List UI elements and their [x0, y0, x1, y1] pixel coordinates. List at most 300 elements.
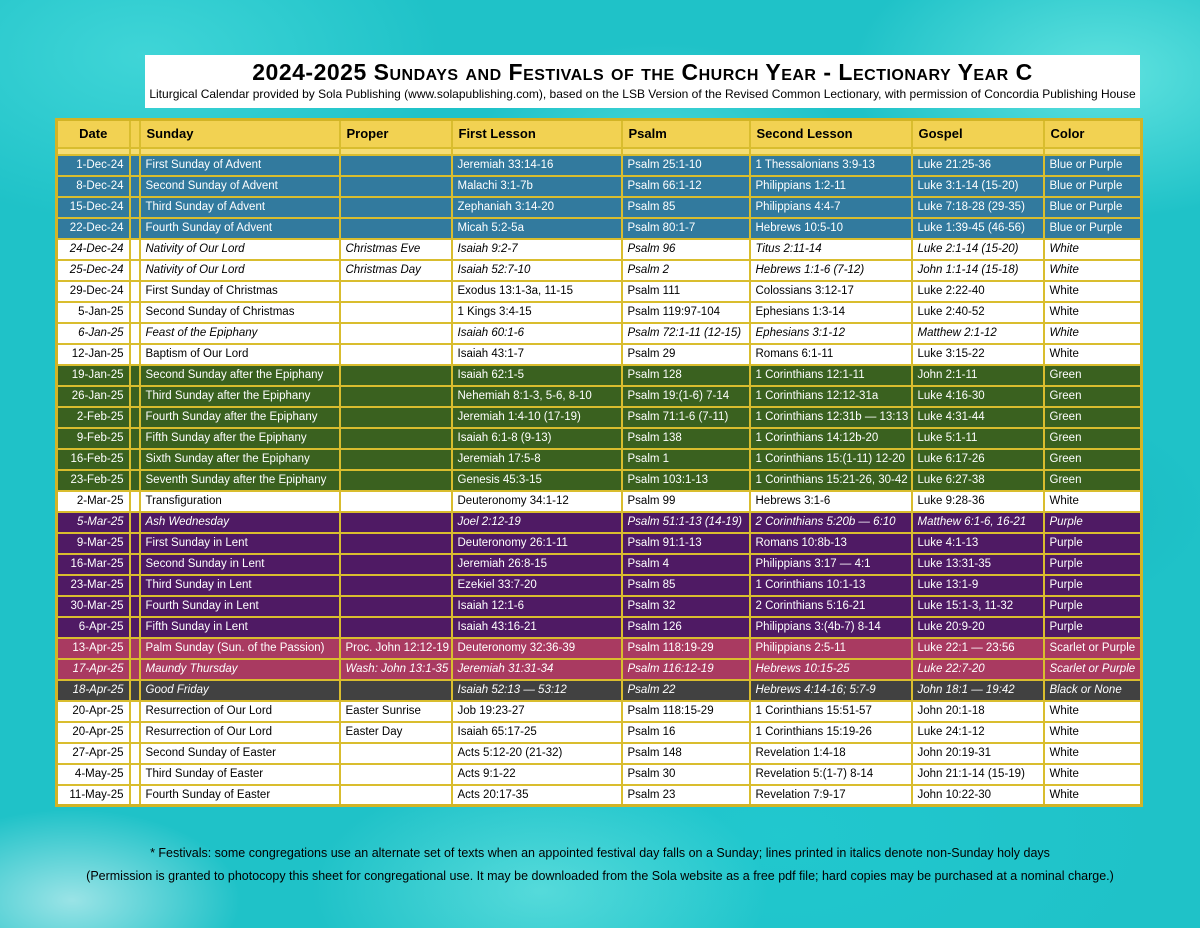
page-subtitle: Liturgical Calendar provided by Sola Publishing (www.solapublishing.com), based on the LSB Version of the Revised Common Lectionary, with permission of Concordia Publishing House [149, 87, 1136, 101]
cell-psalm: Psalm 118:19-29 [622, 638, 750, 659]
title-band [145, 55, 1140, 108]
cell-date: 12-Jan-25 [57, 344, 130, 365]
table-row [57, 722, 1142, 743]
cell-sunday: Ash Wednesday [140, 512, 340, 533]
cell-sunday: Fourth Sunday of Easter [140, 785, 340, 806]
cell-sunday: Nativity of Our Lord [140, 239, 340, 260]
cell-gospel: Luke 9:28-36 [912, 491, 1044, 512]
cell-second-lesson: 1 Corinthians 12:31b — 13:13 [750, 407, 912, 428]
column-header-first-lesson: First Lesson [452, 120, 622, 148]
table-row [57, 449, 1142, 470]
cell-proper [340, 155, 452, 176]
cell-sunday: Second Sunday of Christmas [140, 302, 340, 323]
cell-proper [340, 197, 452, 218]
cell-gospel: Luke 22:1 — 23:56 [912, 638, 1044, 659]
cell-date: 25-Dec-24 [57, 260, 130, 281]
cell-color: Purple [1044, 575, 1142, 596]
table-row [57, 575, 1142, 596]
cell-second-lesson: Revelation 1:4-18 [750, 743, 912, 764]
cell-first-lesson: Exodus 13:1-3a, 11-15 [452, 281, 622, 302]
cell-spacer [130, 680, 140, 701]
cell-color: Black or None [1044, 680, 1142, 701]
cell-sunday: Second Sunday of Easter [140, 743, 340, 764]
cell-psalm: Psalm 71:1-6 (7-11) [622, 407, 750, 428]
cell-gospel: John 20:19-31 [912, 743, 1044, 764]
cell-spacer [130, 533, 140, 554]
cell-sunday: Third Sunday after the Epiphany [140, 386, 340, 407]
cell-proper [340, 218, 452, 239]
cell-second-lesson: Philippians 1:2-11 [750, 176, 912, 197]
table-row [57, 323, 1142, 344]
cell-date: 24-Dec-24 [57, 239, 130, 260]
cell-first-lesson: Jeremiah 33:14-16 [452, 155, 622, 176]
cell-first-lesson: Deuteronomy 32:36-39 [452, 638, 622, 659]
cell-gospel: Luke 5:1-11 [912, 428, 1044, 449]
cell-gospel: John 21:1-14 (15-19) [912, 764, 1044, 785]
table-row [57, 785, 1142, 806]
cell-psalm: Psalm 29 [622, 344, 750, 365]
table-row [57, 344, 1142, 365]
cell-sunday: Fourth Sunday in Lent [140, 596, 340, 617]
cell-gospel: Matthew 2:1-12 [912, 323, 1044, 344]
column-header-proper: Proper [340, 120, 452, 148]
cell-date: 6-Apr-25 [57, 617, 130, 638]
cell-psalm: Psalm 1 [622, 449, 750, 470]
cell-sunday: Resurrection of Our Lord [140, 722, 340, 743]
cell-proper [340, 617, 452, 638]
cell-second-lesson: Hebrews 1:1-6 (7-12) [750, 260, 912, 281]
cell-date: 2-Mar-25 [57, 491, 130, 512]
table-row [57, 239, 1142, 260]
cell-gospel: John 18:1 — 19:42 [912, 680, 1044, 701]
cell-sunday: Fifth Sunday in Lent [140, 617, 340, 638]
cell-sunday: First Sunday of Advent [140, 155, 340, 176]
cell-spacer [130, 260, 140, 281]
cell-gospel: Luke 20:9-20 [912, 617, 1044, 638]
cell-date: 15-Dec-24 [57, 197, 130, 218]
cell-spacer [130, 722, 140, 743]
cell-spacer [130, 218, 140, 239]
cell-second-lesson: Colossians 3:12-17 [750, 281, 912, 302]
cell-color: White [1044, 764, 1142, 785]
cell-spacer [130, 701, 140, 722]
cell-date: 23-Mar-25 [57, 575, 130, 596]
table-row [57, 638, 1142, 659]
cell-spacer [130, 638, 140, 659]
cell-date: 2-Feb-25 [57, 407, 130, 428]
cell-second-lesson: Ephesians 1:3-14 [750, 302, 912, 323]
cell-second-lesson: 1 Corinthians 14:12b-20 [750, 428, 912, 449]
cell-second-lesson: 1 Corinthians 15:51-57 [750, 701, 912, 722]
cell-psalm: Psalm 23 [622, 785, 750, 806]
cell-spacer [130, 386, 140, 407]
table-row [57, 680, 1142, 701]
cell-sunday: Third Sunday of Easter [140, 764, 340, 785]
cell-first-lesson: Genesis 45:3-15 [452, 470, 622, 491]
cell-first-lesson: Isaiah 43:1-7 [452, 344, 622, 365]
cell-gospel: Luke 15:1-3, 11-32 [912, 596, 1044, 617]
cell-date: 1-Dec-24 [57, 155, 130, 176]
cell-sunday: Fourth Sunday of Advent [140, 218, 340, 239]
cell-gospel: Luke 24:1-12 [912, 722, 1044, 743]
column-header-spacer [130, 120, 140, 148]
cell-proper [340, 491, 452, 512]
cell-first-lesson: Isaiah 62:1-5 [452, 365, 622, 386]
cell-sunday: Sixth Sunday after the Epiphany [140, 449, 340, 470]
cell-date: 5-Mar-25 [57, 512, 130, 533]
cell-psalm: Psalm 116:12-19 [622, 659, 750, 680]
cell-proper [340, 743, 452, 764]
cell-color: Blue or Purple [1044, 197, 1142, 218]
cell-color: Green [1044, 386, 1142, 407]
cell-second-lesson: Philippians 3:(4b-7) 8-14 [750, 617, 912, 638]
cell-gospel: Luke 6:17-26 [912, 449, 1044, 470]
cell-psalm: Psalm 91:1-13 [622, 533, 750, 554]
table-row [57, 155, 1142, 176]
cell-psalm: Psalm 103:1-13 [622, 470, 750, 491]
cell-color: Purple [1044, 617, 1142, 638]
cell-second-lesson: 1 Corinthians 15:19-26 [750, 722, 912, 743]
cell-spacer [130, 491, 140, 512]
cell-date: 16-Mar-25 [57, 554, 130, 575]
cell-second-lesson: Romans 6:1-11 [750, 344, 912, 365]
cell-gospel: Luke 4:31-44 [912, 407, 1044, 428]
table-row [57, 470, 1142, 491]
cell-proper: Proc. John 12:12-19 [340, 638, 452, 659]
cell-psalm: Psalm 72:1-11 (12-15) [622, 323, 750, 344]
cell-first-lesson: Deuteronomy 34:1-12 [452, 491, 622, 512]
cell-gospel: Luke 2:40-52 [912, 302, 1044, 323]
table-row [57, 554, 1142, 575]
cell-proper: Christmas Day [340, 260, 452, 281]
lectionary-table [55, 118, 1143, 807]
column-header-sunday: Sunday [140, 120, 340, 148]
cell-second-lesson: Philippians 3:17 — 4:1 [750, 554, 912, 575]
cell-sunday: Transfiguration [140, 491, 340, 512]
cell-spacer [130, 239, 140, 260]
cell-second-lesson: 1 Corinthians 15:21-26, 30-42 [750, 470, 912, 491]
cell-second-lesson: Titus 2:11-14 [750, 239, 912, 260]
cell-gospel: Luke 13:1-9 [912, 575, 1044, 596]
cell-psalm: Psalm 118:15-29 [622, 701, 750, 722]
cell-psalm: Psalm 85 [622, 575, 750, 596]
cell-proper [340, 554, 452, 575]
table-row [57, 512, 1142, 533]
cell-proper [340, 575, 452, 596]
cell-second-lesson: Hebrews 3:1-6 [750, 491, 912, 512]
cell-first-lesson: Isaiah 52:7-10 [452, 260, 622, 281]
cell-date: 27-Apr-25 [57, 743, 130, 764]
cell-color: Blue or Purple [1044, 155, 1142, 176]
table-row [57, 386, 1142, 407]
cell-date: 6-Jan-25 [57, 323, 130, 344]
cell-color: Green [1044, 470, 1142, 491]
cell-proper [340, 680, 452, 701]
cell-spacer [130, 176, 140, 197]
cell-sunday: Third Sunday in Lent [140, 575, 340, 596]
cell-color: Green [1044, 407, 1142, 428]
cell-gospel: Luke 22:7-20 [912, 659, 1044, 680]
cell-spacer [130, 449, 140, 470]
cell-color: White [1044, 302, 1142, 323]
cell-proper [340, 323, 452, 344]
table-row [57, 764, 1142, 785]
cell-sunday: Feast of the Epiphany [140, 323, 340, 344]
cell-sunday: Palm Sunday (Sun. of the Passion) [140, 638, 340, 659]
cell-sunday: Good Friday [140, 680, 340, 701]
cell-first-lesson: Isaiah 12:1-6 [452, 596, 622, 617]
cell-spacer [130, 470, 140, 491]
cell-sunday: Fifth Sunday after the Epiphany [140, 428, 340, 449]
cell-first-lesson: Job 19:23-27 [452, 701, 622, 722]
table-row [57, 659, 1142, 680]
cell-date: 26-Jan-25 [57, 386, 130, 407]
calendar-table-body [57, 155, 1142, 806]
cell-color: White [1044, 722, 1142, 743]
cell-spacer [130, 281, 140, 302]
cell-spacer [130, 155, 140, 176]
cell-proper [340, 428, 452, 449]
cell-color: Green [1044, 428, 1142, 449]
cell-psalm: Psalm 111 [622, 281, 750, 302]
cell-gospel: Luke 4:16-30 [912, 386, 1044, 407]
cell-proper [340, 785, 452, 806]
cell-spacer [130, 407, 140, 428]
cell-gospel: Luke 21:25-36 [912, 155, 1044, 176]
cell-second-lesson: 1 Corinthians 12:1-11 [750, 365, 912, 386]
footnote-festivals: * Festivals: some congregations use an alternate set of texts when an appointed festival day falls on a Sunday; lines printed in italics denote non-Sunday holy days [150, 846, 1050, 860]
cell-psalm: Psalm 99 [622, 491, 750, 512]
cell-proper: Easter Day [340, 722, 452, 743]
cell-color: Purple [1044, 533, 1142, 554]
table-row [57, 218, 1142, 239]
cell-gospel: Luke 7:18-28 (29-35) [912, 197, 1044, 218]
cell-psalm: Psalm 32 [622, 596, 750, 617]
cell-color: Scarlet or Purple [1044, 638, 1142, 659]
cell-color: Purple [1044, 512, 1142, 533]
cell-psalm: Psalm 85 [622, 197, 750, 218]
table-row [57, 302, 1142, 323]
cell-psalm: Psalm 96 [622, 239, 750, 260]
cell-color: White [1044, 491, 1142, 512]
cell-sunday: Second Sunday after the Epiphany [140, 365, 340, 386]
cell-first-lesson: Joel 2:12-19 [452, 512, 622, 533]
cell-color: White [1044, 260, 1142, 281]
table-row [57, 743, 1142, 764]
cell-color: Green [1044, 449, 1142, 470]
cell-proper: Easter Sunrise [340, 701, 452, 722]
cell-first-lesson: Jeremiah 17:5-8 [452, 449, 622, 470]
table-row [57, 407, 1142, 428]
cell-first-lesson: Deuteronomy 26:1-11 [452, 533, 622, 554]
cell-psalm: Psalm 80:1-7 [622, 218, 750, 239]
cell-color: White [1044, 344, 1142, 365]
cell-first-lesson: Jeremiah 1:4-10 (17-19) [452, 407, 622, 428]
cell-first-lesson: Isaiah 43:16-21 [452, 617, 622, 638]
cell-first-lesson: Micah 5:2-5a [452, 218, 622, 239]
cell-proper: Christmas Eve [340, 239, 452, 260]
cell-first-lesson: Isaiah 65:17-25 [452, 722, 622, 743]
table-row [57, 197, 1142, 218]
page-title: 2024-2025 Sundays and Festivals of the Church Year - Lectionary Year C [252, 59, 1033, 85]
table-row [57, 260, 1142, 281]
cell-spacer [130, 428, 140, 449]
cell-proper [340, 365, 452, 386]
cell-first-lesson: 1 Kings 3:4-15 [452, 302, 622, 323]
cell-proper [340, 176, 452, 197]
cell-first-lesson: Isaiah 52:13 — 53:12 [452, 680, 622, 701]
column-header-psalm: Psalm [622, 120, 750, 148]
cell-second-lesson: 2 Corinthians 5:20b — 6:10 [750, 512, 912, 533]
cell-gospel: Luke 4:1-13 [912, 533, 1044, 554]
table-row [57, 617, 1142, 638]
cell-color: White [1044, 239, 1142, 260]
cell-second-lesson: Hebrews 10:5-10 [750, 218, 912, 239]
cell-first-lesson: Acts 20:17-35 [452, 785, 622, 806]
cell-date: 11-May-25 [57, 785, 130, 806]
cell-psalm: Psalm 2 [622, 260, 750, 281]
cell-proper [340, 281, 452, 302]
cell-date: 20-Apr-25 [57, 701, 130, 722]
cell-proper [340, 470, 452, 491]
cell-color: White [1044, 743, 1142, 764]
cell-color: Purple [1044, 596, 1142, 617]
cell-date: 4-May-25 [57, 764, 130, 785]
cell-sunday: Resurrection of Our Lord [140, 701, 340, 722]
cell-color: White [1044, 701, 1142, 722]
cell-sunday: Second Sunday in Lent [140, 554, 340, 575]
cell-sunday: First Sunday in Lent [140, 533, 340, 554]
cell-color: Purple [1044, 554, 1142, 575]
cell-date: 9-Mar-25 [57, 533, 130, 554]
cell-date: 20-Apr-25 [57, 722, 130, 743]
table-row [57, 365, 1142, 386]
cell-date: 22-Dec-24 [57, 218, 130, 239]
cell-second-lesson: Ephesians 3:1-12 [750, 323, 912, 344]
cell-date: 19-Jan-25 [57, 365, 130, 386]
table-header [57, 120, 1142, 155]
cell-second-lesson: Romans 10:8b-13 [750, 533, 912, 554]
cell-spacer [130, 554, 140, 575]
cell-sunday: Nativity of Our Lord [140, 260, 340, 281]
cell-second-lesson: Philippians 4:4-7 [750, 197, 912, 218]
column-header-gospel: Gospel [912, 120, 1044, 148]
cell-gospel: Matthew 6:1-6, 16-21 [912, 512, 1044, 533]
cell-spacer [130, 365, 140, 386]
cell-psalm: Psalm 128 [622, 365, 750, 386]
cell-spacer [130, 743, 140, 764]
cell-first-lesson: Acts 9:1-22 [452, 764, 622, 785]
cell-psalm: Psalm 19:(1-6) 7-14 [622, 386, 750, 407]
cell-second-lesson: Hebrews 4:14-16; 5:7-9 [750, 680, 912, 701]
cell-psalm: Psalm 126 [622, 617, 750, 638]
cell-proper [340, 596, 452, 617]
cell-color: White [1044, 281, 1142, 302]
cell-date: 17-Apr-25 [57, 659, 130, 680]
cell-proper: Wash: John 13:1-35 [340, 659, 452, 680]
cell-proper [340, 302, 452, 323]
cell-first-lesson: Acts 5:12-20 (21-32) [452, 743, 622, 764]
cell-proper [340, 764, 452, 785]
column-header-second-lesson: Second Lesson [750, 120, 912, 148]
cell-color: Blue or Purple [1044, 176, 1142, 197]
cell-first-lesson: Isaiah 60:1-6 [452, 323, 622, 344]
cell-spacer [130, 785, 140, 806]
cell-gospel: John 20:1-18 [912, 701, 1044, 722]
cell-sunday: Second Sunday of Advent [140, 176, 340, 197]
cell-first-lesson: Isaiah 9:2-7 [452, 239, 622, 260]
cell-second-lesson: Hebrews 10:15-25 [750, 659, 912, 680]
cell-proper [340, 512, 452, 533]
cell-gospel: Luke 1:39-45 (46-56) [912, 218, 1044, 239]
cell-gospel: Luke 6:27-38 [912, 470, 1044, 491]
cell-date: 23-Feb-25 [57, 470, 130, 491]
table-row [57, 596, 1142, 617]
cell-spacer [130, 323, 140, 344]
cell-psalm: Psalm 138 [622, 428, 750, 449]
cell-date: 8-Dec-24 [57, 176, 130, 197]
header-row [57, 120, 1142, 148]
cell-spacer [130, 575, 140, 596]
cell-first-lesson: Ezekiel 33:7-20 [452, 575, 622, 596]
cell-psalm: Psalm 119:97-104 [622, 302, 750, 323]
cell-sunday: Seventh Sunday after the Epiphany [140, 470, 340, 491]
cell-psalm: Psalm 148 [622, 743, 750, 764]
cell-psalm: Psalm 30 [622, 764, 750, 785]
cell-proper [340, 533, 452, 554]
table-row [57, 491, 1142, 512]
cell-psalm: Psalm 66:1-12 [622, 176, 750, 197]
cell-second-lesson: 1 Corinthians 15:(1-11) 12-20 [750, 449, 912, 470]
cell-sunday: First Sunday of Christmas [140, 281, 340, 302]
table-row [57, 533, 1142, 554]
cell-gospel: Luke 13:31-35 [912, 554, 1044, 575]
header-spacer-row [57, 148, 1142, 155]
cell-psalm: Psalm 4 [622, 554, 750, 575]
cell-gospel: Luke 2:22-40 [912, 281, 1044, 302]
cell-first-lesson: Zephaniah 3:14-20 [452, 197, 622, 218]
cell-first-lesson: Nehemiah 8:1-3, 5-6, 8-10 [452, 386, 622, 407]
cell-second-lesson: 1 Corinthians 12:12-31a [750, 386, 912, 407]
cell-gospel: John 2:1-11 [912, 365, 1044, 386]
cell-spacer [130, 512, 140, 533]
cell-second-lesson: 1 Thessalonians 3:9-13 [750, 155, 912, 176]
cell-spacer [130, 596, 140, 617]
table-row [57, 176, 1142, 197]
table-row [57, 701, 1142, 722]
cell-psalm: Psalm 25:1-10 [622, 155, 750, 176]
cell-spacer [130, 617, 140, 638]
cell-first-lesson: Isaiah 6:1-8 (9-13) [452, 428, 622, 449]
footnote-permission: (Permission is granted to photocopy this sheet for congregational use. It may be downloaded from the Sola website as a free pdf file; hard copies may be purchased at a nominal charge.) [86, 869, 1114, 883]
cell-date: 30-Mar-25 [57, 596, 130, 617]
cell-first-lesson: Jeremiah 31:31-34 [452, 659, 622, 680]
column-header-color: Color [1044, 120, 1142, 148]
cell-sunday: Fourth Sunday after the Epiphany [140, 407, 340, 428]
cell-spacer [130, 344, 140, 365]
column-header-date: Date [57, 120, 130, 148]
cell-first-lesson: Malachi 3:1-7b [452, 176, 622, 197]
cell-gospel: Luke 3:15-22 [912, 344, 1044, 365]
cell-first-lesson: Jeremiah 26:8-15 [452, 554, 622, 575]
cell-color: White [1044, 785, 1142, 806]
cell-spacer [130, 197, 140, 218]
cell-date: 29-Dec-24 [57, 281, 130, 302]
cell-proper [340, 386, 452, 407]
cell-sunday: Maundy Thursday [140, 659, 340, 680]
cell-gospel: Luke 3:1-14 (15-20) [912, 176, 1044, 197]
cell-date: 9-Feb-25 [57, 428, 130, 449]
